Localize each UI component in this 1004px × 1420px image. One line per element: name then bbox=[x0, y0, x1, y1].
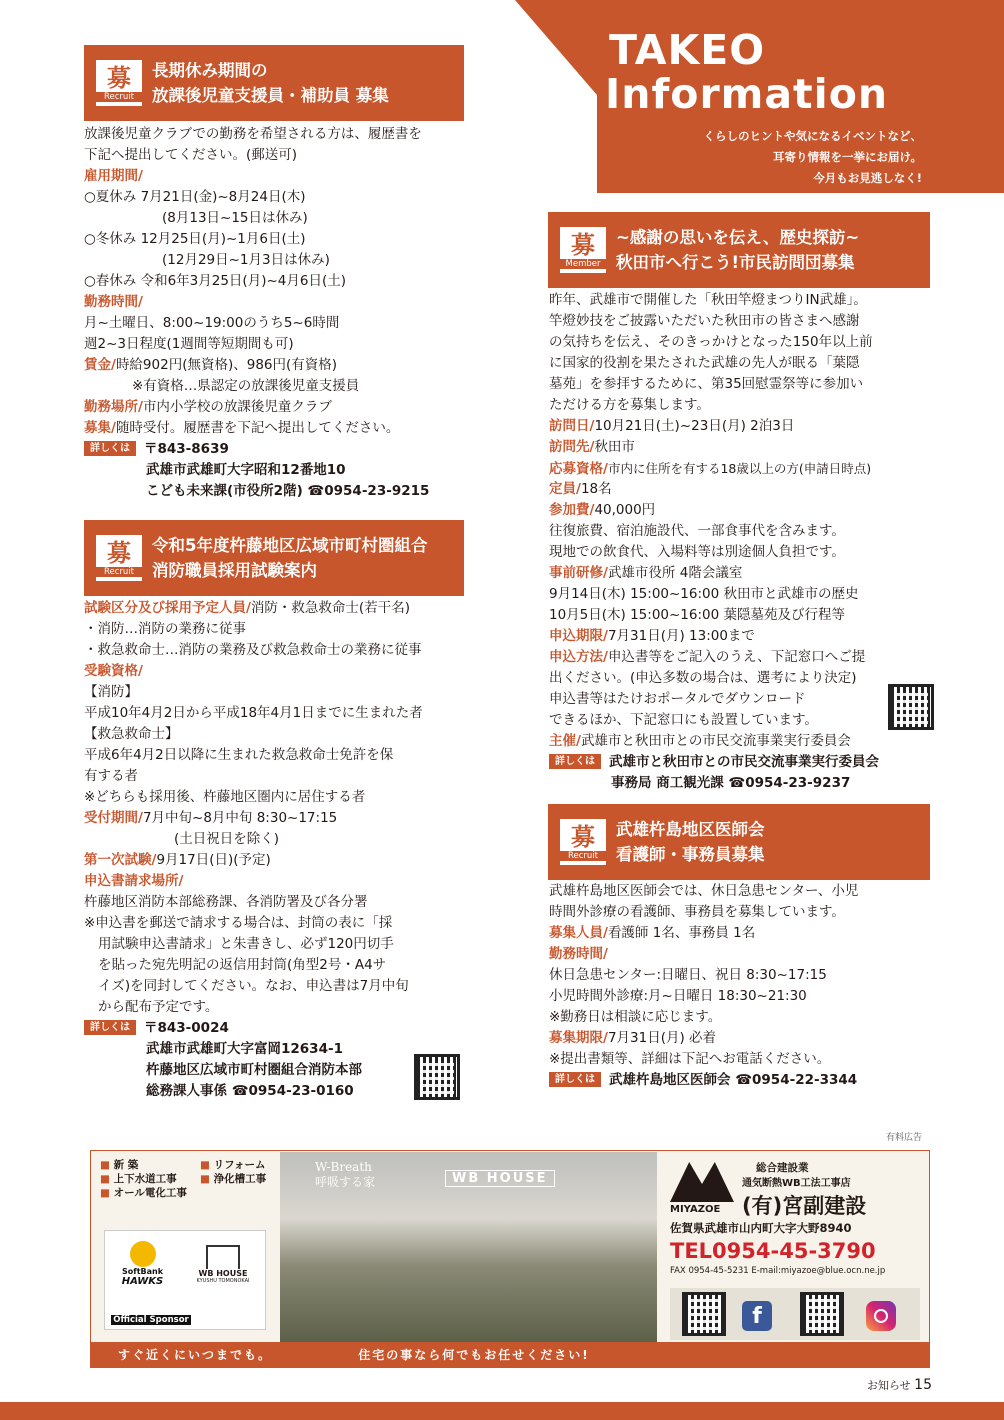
section-title: 放課後児童支援員・補助員 募集 bbox=[152, 86, 389, 105]
header-sub-line: 耳寄り情報を一挙にお届け。 bbox=[772, 150, 922, 164]
header-title bbox=[605, 28, 985, 116]
section-title: 消防職員採用試験案内 bbox=[152, 561, 317, 580]
section-title: 秋田市へ行こう!市民訪問団募集 bbox=[616, 253, 855, 272]
section-body-afterschool: 放課後児童クラブでの勤務を希望される方は、履歴書を 下記へ提出してください。(郵送可) 雇用期間/ ○夏休み 7月21日(金)~8月24日(木) (8月13日~15日は休み) ○冬休み 12月25日(月)~1月6日(土) (12月29日~1月3日は休み) ○春休み 令和6年3月25日(月)~4月6日(土) 勤務時間/ 月~土曜日、8:00~19:00のうち5~6時間 週2~3日程度(1週間等短期間も可) 賃金/時給902円(無資格)、986円(有資格) ※有資格…県認定の放課後児童支援員 勤務場所/市内小学校の放課後児童クラブ 募集/随時受付。履歴書を下記へ提出してください。 詳しくは 〒843-8639 武雄市武雄町大字昭和12番地10 こども未来課(市役所2階) ☎0954-23-9215 bbox=[84, 126, 430, 499]
sns-box bbox=[670, 1288, 920, 1340]
section-bar-fire bbox=[84, 520, 464, 596]
title-information: Information bbox=[605, 70, 889, 118]
section-body-fire: 試験区分及び採用予定人員/消防・救急救命士(若干名) ・消防…消防の業務に従事 ・救急救命士…消防の業務及び救急救命士の業務に従事 受験資格/ 【消防】 平成10年4月2日から平成18年4月1日までに生まれた者 【救急救命士】 平成6年4月2日以降に生まれた救急救命士免許を保 有する者 ※どちらも採用後、杵藤地区圏内に居住する者 受付期間/7月中旬~8月中旬 8:30~17:15 (土日祝日を除く) 第一次試験/9月17日(日)(予定) 申込書請求場所/ 杵藤地区消防本部総務課、各消防署及び各分署 ※申込書を郵送で請求する場合は、封筒の表に「採 用試験申込書請求」と朱書きし、必ず120円切手 を貼った宛先明記の返信用封筒(角型2号・A4サ イズ)を同封してください。なお、申込書は7月中旬 から配布予定です。 詳しくは 〒843-0024 武雄市武雄町大字富岡12634-1 杵藤地区広域市町村圏組合消防本部 総務課人事係 ☎0954-23-0160 bbox=[84, 600, 423, 1099]
section-bar-medical bbox=[548, 804, 930, 880]
details-tag: 詳しくは bbox=[84, 1020, 136, 1035]
section-body-akita: 昨年、武雄市で開催した「秋田竿燈まつりIN武雄」。 竿燈妙技をご披露いただいた秋田市の皆さまへ感謝 の気持ちを伝え、そのきっかけとなった150年以上前 に国家的役割を果たされた武雄の先人が眠る「葉隠 墓苑」を参拝するために、第35回慰霊祭等に参加い ただける方を募集します。 訪問日/10月21日(土)~23日(月) 2泊3日 訪問先/秋田市 応募資格/市内に住所を有する18歳以上の方(申請日時点) 定員/18名 参加費/40,000円 往復旅費、宿泊施設代、一部食事代を含みます。 現地での飲食代、入場料等は別途個人負担です。 事前研修/武雄市役所 4階会議室 9月14日(木) 15:00~16:00 秋田市と武雄市の歴史 10月5日(木) 15:00~16:00 葉隠墓苑及び行程等 申込期限/7月31日(月) 13:00まで 申込方法/申込書等をご記入のうえ、下記窓口へご提 出ください。(申込多数の場合は、選考により決定) 申込書等はたけおポータルでダウンロード できるほか、下記窓口にも設置しています。 主催/武雄市と秋田市との市民交流事業実行委員会 詳しくは 武雄市と秋田市との市民交流事業実行委員会 事務局 商工観光課 ☎0954-23-9237 bbox=[549, 292, 879, 791]
recruit-badge: 募 Recruit bbox=[95, 534, 143, 582]
section-title: 武雄杵島地区医師会 bbox=[616, 820, 765, 839]
hawks-logo: SoftBank HAWKS bbox=[115, 1241, 170, 1301]
section-title: 令和5年度杵藤地区広域市町村圏組合 bbox=[152, 536, 428, 555]
photo-wb-house: WB HOUSE bbox=[445, 1170, 555, 1187]
section-title: 看護師・事務員募集 bbox=[616, 845, 765, 864]
bottom-bar bbox=[0, 1402, 1004, 1420]
ad-footer: すぐ近くにいつまでも。 住宅の事なら何でもお任せください! bbox=[90, 1342, 930, 1368]
page-footer: お知らせ 15 bbox=[867, 1377, 932, 1393]
qr-code-icon[interactable] bbox=[800, 1292, 844, 1336]
instagram-icon[interactable] bbox=[866, 1301, 896, 1331]
qr-code-icon[interactable] bbox=[682, 1292, 726, 1336]
recruit-badge: 募 Recruit bbox=[95, 59, 143, 107]
header-sub-line: 今月もお見逃しなく! bbox=[813, 171, 922, 185]
section-bar-akita bbox=[548, 212, 930, 288]
section-title: ~感謝の思いを伝え、歴史探訪~ bbox=[616, 228, 860, 247]
sponsor-box: SoftBank HAWKS WB HOUSE KYUSHU TOMONOKAI Official Sponsor bbox=[104, 1230, 266, 1330]
details-tag: 詳しくは bbox=[84, 441, 136, 456]
wb-house-logo: WB HOUSE KYUSHU TOMONOKAI bbox=[191, 1245, 255, 1284]
section-body-medical: 武雄杵島地区医師会では、休日急患センター、小児 時間外診療の看護師、事務員を募集しています。 募集人員/看護師 1名、事務員 1名 勤務時間/ 休日急患センター:日曜日、祝日 8:30~17:15 小児時間外診療:月~日曜日 18:30~21:30 ※勤務日は相談に応じます。 募集期限/7月31日(月) 必着 ※提出書類等、詳細は下記へお電話ください。 詳しくは 武雄杵島地区医師会 ☎0954-22-3344 bbox=[549, 883, 859, 1088]
recruit-badge: 募 Recruit bbox=[559, 818, 607, 866]
header-subtitle bbox=[704, 126, 923, 189]
ad-tags: ■ 新 築 ■ 上下水道工事 ■ オール電化工事 bbox=[100, 1159, 187, 1199]
paid-ad-label: 有料広告 bbox=[885, 1133, 922, 1143]
photo-caption: W-Breath 呼吸する家 bbox=[315, 1160, 376, 1189]
member-badge: 募 Member bbox=[559, 226, 607, 274]
details-tag: 詳しくは bbox=[549, 1072, 601, 1087]
qr-code-icon[interactable] bbox=[414, 1054, 460, 1100]
ad-tags: ■ リフォーム ■ 浄化槽工事 bbox=[200, 1159, 267, 1185]
section-title: 長期休み期間の bbox=[152, 61, 268, 80]
facebook-icon[interactable]: f bbox=[742, 1301, 772, 1331]
title-takeo: TAKEO bbox=[609, 26, 766, 74]
details-tag: 詳しくは bbox=[549, 754, 601, 769]
section-bar-afterschool bbox=[84, 45, 464, 121]
header-sub-line: くらしのヒントや気になるイベントなど、 bbox=[703, 129, 922, 143]
qr-code-icon[interactable] bbox=[888, 684, 934, 730]
